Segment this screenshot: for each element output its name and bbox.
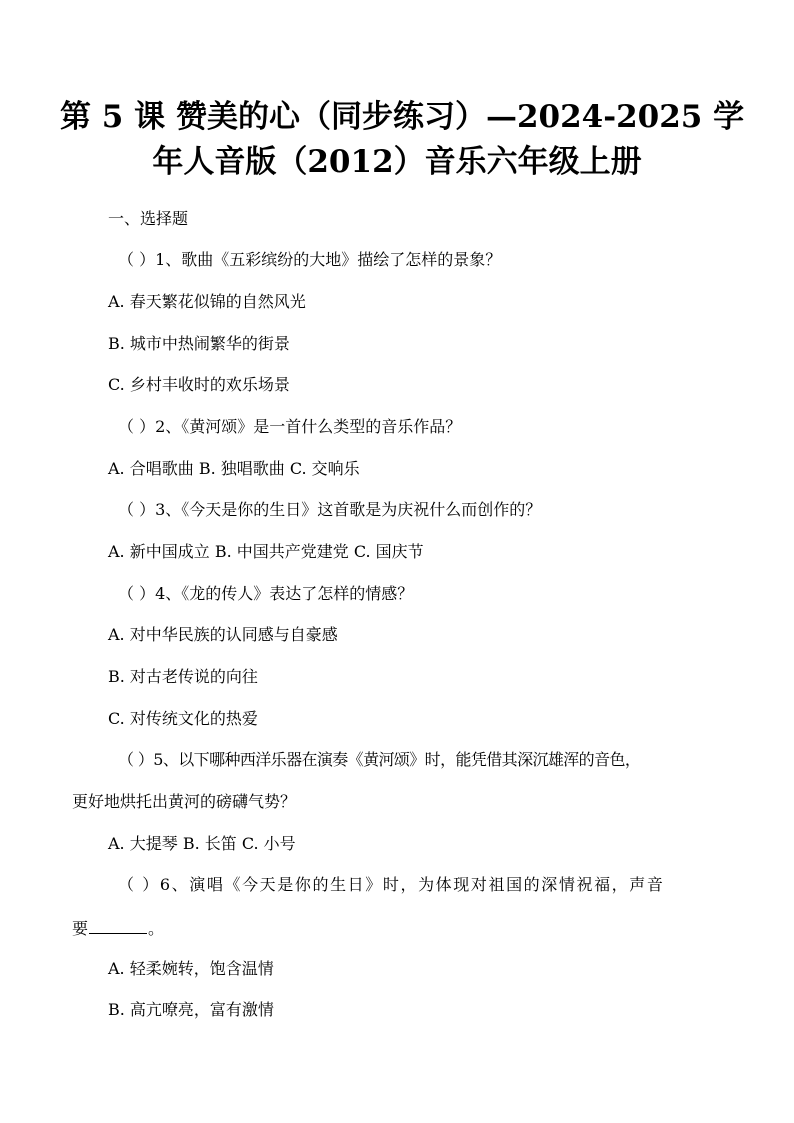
document-title-line-1: 第 5 课 赞美的心（同步练习）—2024-2025 学 bbox=[60, 99, 745, 135]
question-4-option-b: B. 对古老传说的向往 bbox=[108, 667, 258, 686]
question-6-line-2 bbox=[72, 919, 164, 937]
question-4: （ ）4、《龙的传人》表达了怎样的情感？ bbox=[118, 584, 414, 603]
document-title-line-2: 年人音版（2012）音乐六年级上册 bbox=[152, 144, 642, 180]
question-6-option-b: B. 高亢嘹亮，富有激情 bbox=[108, 1000, 274, 1019]
question-6-suffix: 。 bbox=[148, 919, 165, 938]
question-2-options: A. 合唱歌曲 B. 独唱歌曲 C. 交响乐 bbox=[108, 459, 360, 478]
question-3: （ ）3、《今天是你的生日》这首歌是为庆祝什么而创作的？ bbox=[118, 500, 542, 519]
question-4-option-a: A. 对中华民族的认同感与自豪感 bbox=[108, 625, 338, 644]
question-1-option-a: A. 春天繁花似锦的自然风光 bbox=[108, 292, 306, 311]
question-6-line-1: （ ）6、演唱《今天是你的生日》时，为体现对祖国的深情祝福，声音 bbox=[118, 875, 665, 894]
question-3-options: A. 新中国成立 B. 中国共产党建党 C. 国庆节 bbox=[108, 542, 424, 561]
question-5-line-2: 更好地烘托出黄河的磅礴气势？ bbox=[72, 792, 297, 811]
question-1-option-c: C. 乡村丰收时的欢乐场景 bbox=[108, 375, 290, 394]
question-6-option-a: A. 轻柔婉转，饱含温情 bbox=[108, 959, 274, 978]
question-1-option-b: B. 城市中热闹繁华的街景 bbox=[108, 334, 290, 353]
section-heading-choice: 一、选择题 bbox=[108, 209, 189, 228]
question-5-line-1: （ ）5、以下哪种西洋乐器在演奏《黄河颂》时，能凭借其深沉雄浑的音色， bbox=[118, 750, 641, 769]
question-5-options: A. 大提琴 B. 长笛 C. 小号 bbox=[108, 834, 296, 853]
question-1: （ ）1、歌曲《五彩缤纷的大地》描绘了怎样的景象？ bbox=[118, 250, 502, 269]
question-6-prefix: 要 bbox=[72, 919, 89, 938]
question-4-option-c: C. 对传统文化的热爱 bbox=[108, 709, 258, 728]
answer-blank[interactable] bbox=[89, 919, 147, 934]
question-2: （ ）2、《黄河颂》是一首什么类型的音乐作品？ bbox=[118, 417, 462, 436]
